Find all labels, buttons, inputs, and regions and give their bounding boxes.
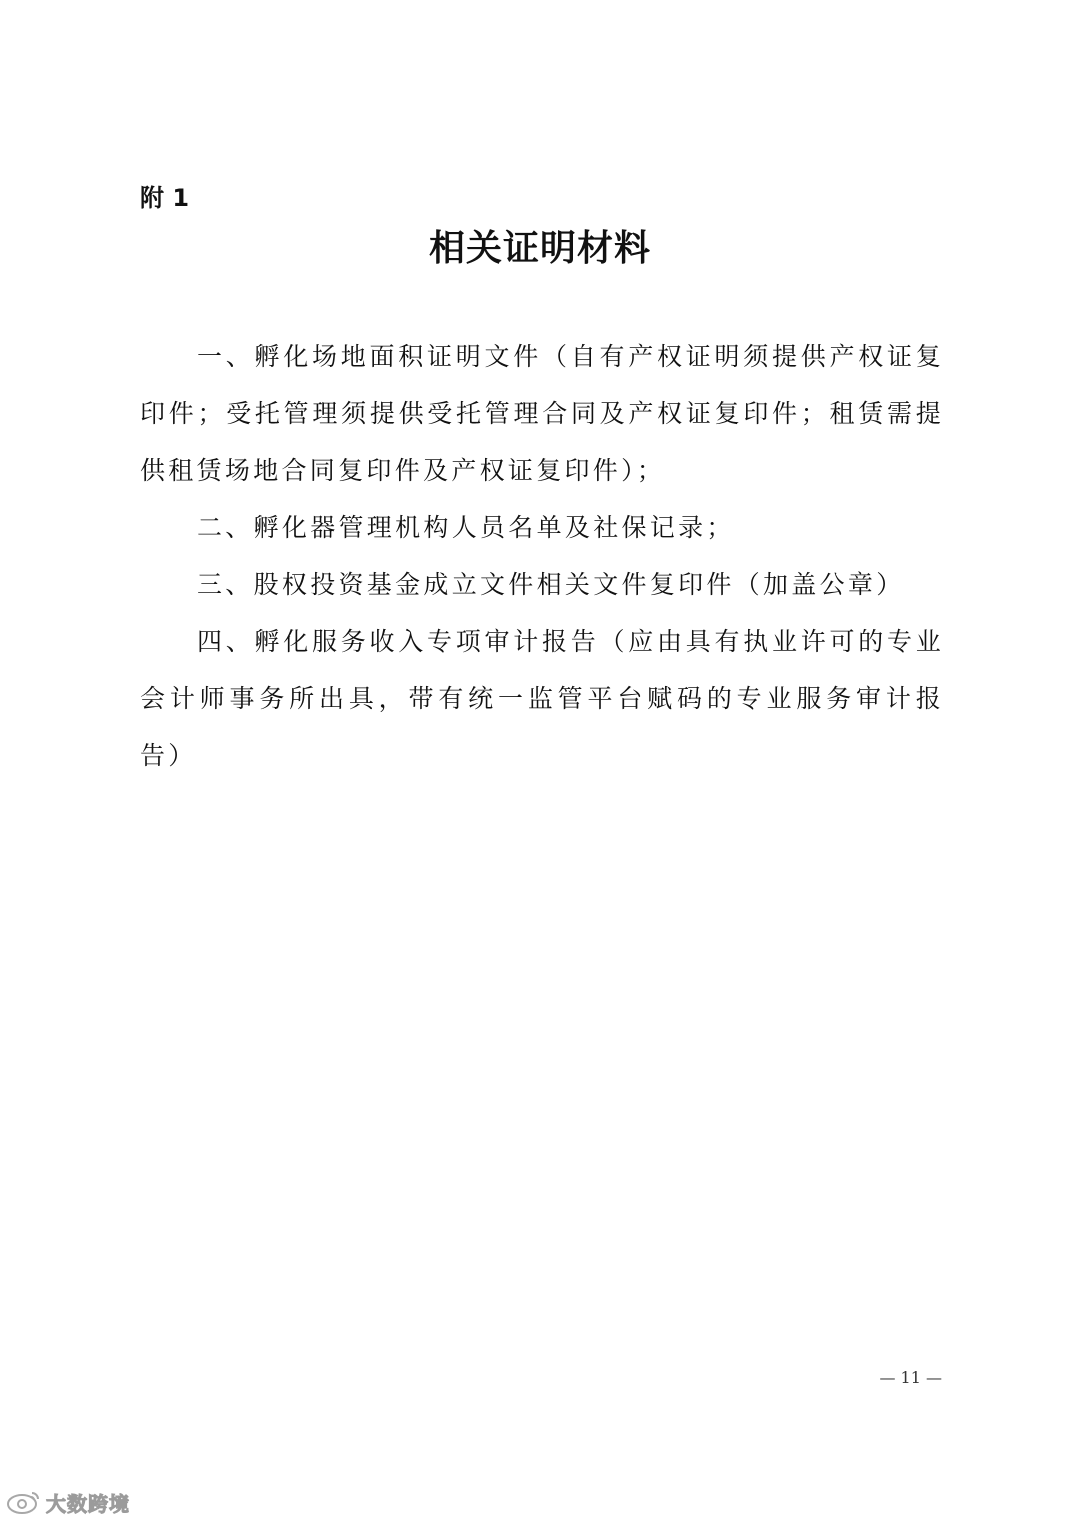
watermark-text: 大数跨境: [46, 1491, 130, 1516]
page-number: — 11 —: [879, 1368, 942, 1387]
document-body: [140, 328, 944, 784]
weibo-eye-icon: [6, 1489, 42, 1515]
list-item: 三、股权投资基金成立文件相关文件复印件（加盖公章）: [197, 570, 905, 599]
document-title: 相关证明材料: [428, 228, 651, 269]
watermark: [6, 1488, 130, 1516]
list-item: 二、孵化器管理机构人员名单及社保记录；: [197, 513, 735, 542]
annex-label: 附 1: [140, 184, 190, 212]
list-item: 四、孵化服务收入专项审计报告（应由具有执业许可的专业会计师事务所出具，带有统一监管平台赋码的专业服务审计报告）: [140, 627, 944, 770]
list-item: 一、孵化场地面积证明文件（自有产权证明须提供产权证复印件；受托管理须提供受托管理合同及产权证复印件；租赁需提供租赁场地合同复印件及产权证复印件）；: [140, 342, 944, 485]
